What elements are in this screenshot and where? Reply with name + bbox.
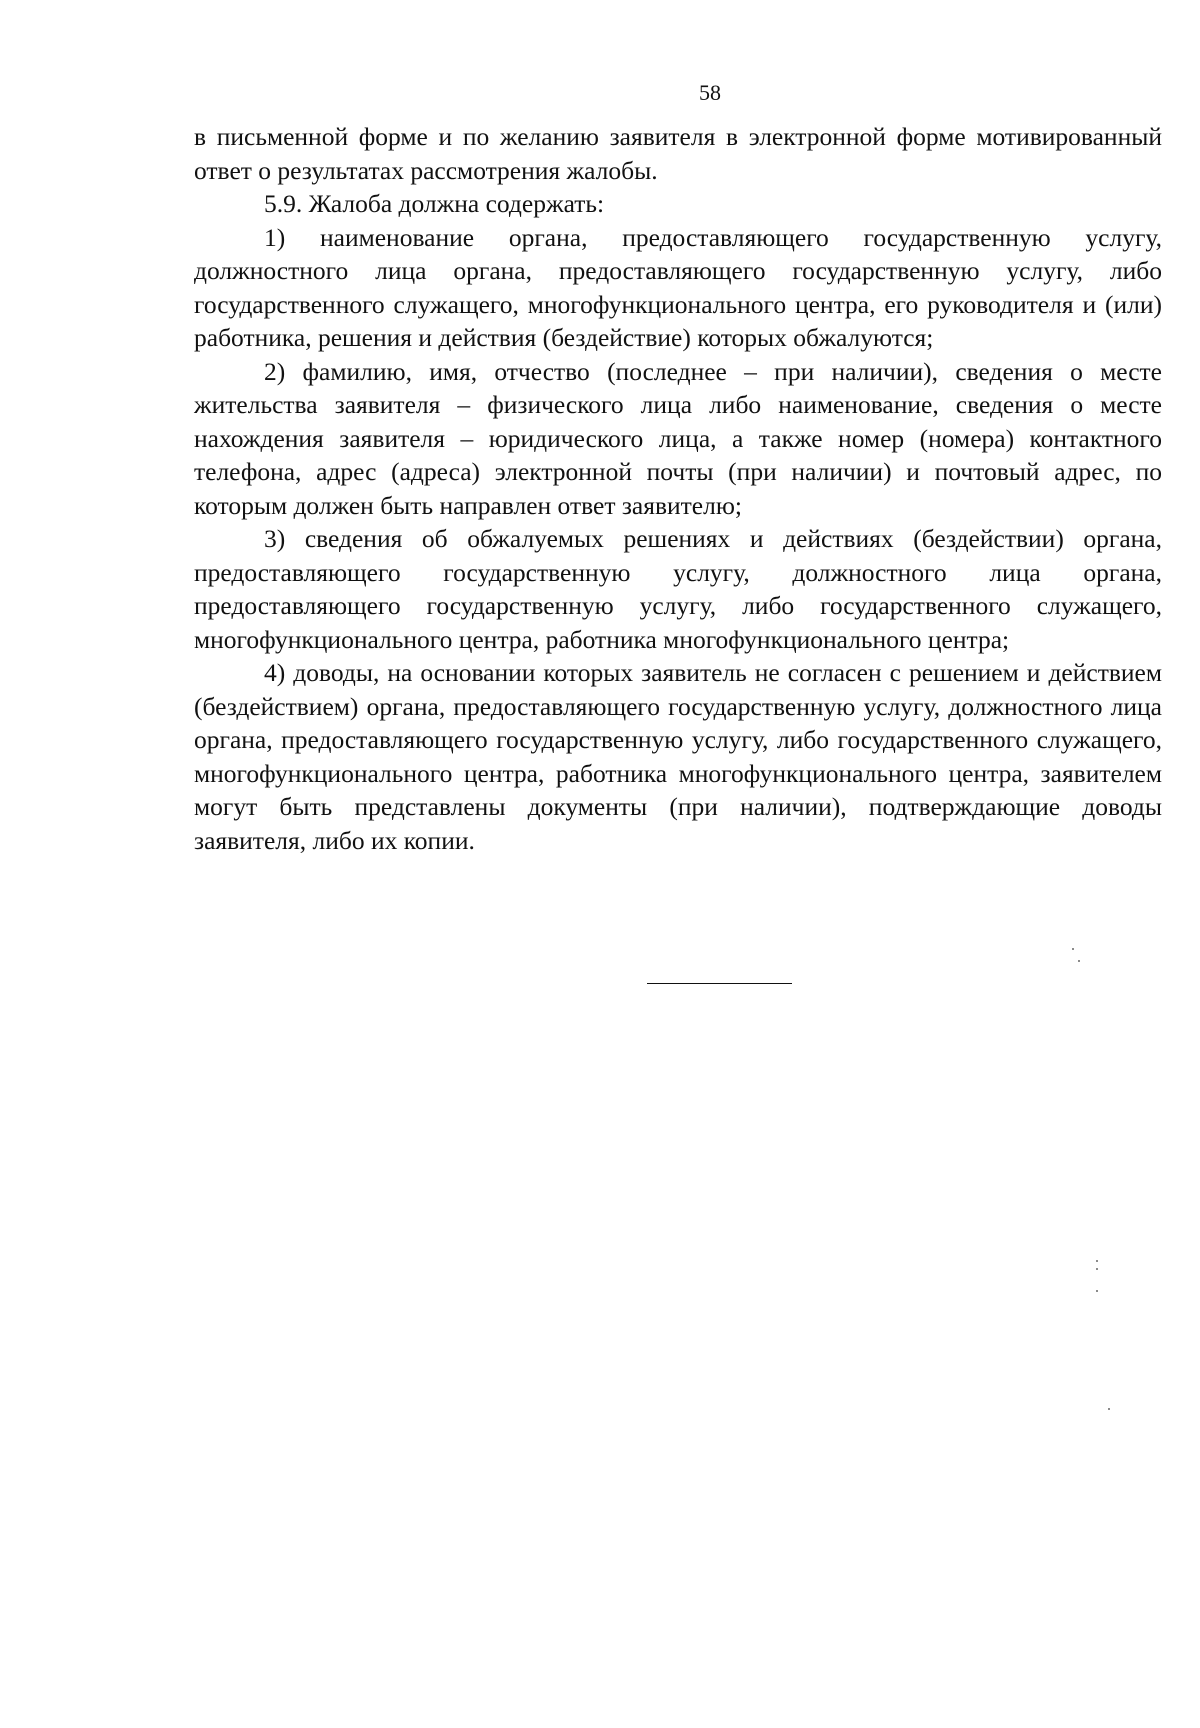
paragraph-item-3: 3) сведения об обжалуемых решениях и действиях (бездействии) органа, предоставляющего государственную услугу, должностного лица органа, предоставляющего государственную услугу, либо государственного служащего, многофункционального центра, работника многофункционального центра; (194, 524, 1162, 654)
scan-speck (1096, 1260, 1098, 1262)
scan-speck (1096, 1290, 1098, 1292)
document-body (194, 120, 1162, 857)
paragraph-item-2: 2) фамилию, имя, отчество (последнее – при наличии), сведения о месте жительства заявителя – физического лица либо наименование, сведения о месте нахождения заявителя – юридического лица, а также номер (номера) контактного телефона, адрес (адреса) электронной почты (при наличии) и почтовый адрес, по которым должен быть направлен ответ заявителю; (194, 356, 1162, 520)
closing-divider-line (647, 983, 792, 984)
scan-speck (1072, 948, 1074, 950)
page-number: 58 (699, 80, 721, 105)
scan-speck (1078, 960, 1080, 962)
paragraph-continuation: в письменной форме и по желанию заявителя в электронной форме мотивированный ответ о результатах рассмотрения жалобы. (194, 122, 1162, 185)
paragraph-clause-5-9: 5.9. Жалоба должна содержать: (264, 189, 605, 218)
paragraph-item-1: 1) наименование органа, предоставляющего государственную услугу, должностного лица органа, предоставляющего государственную услугу, либо государственного служащего, многофункционального центра, его руководителя и (или) работника, решения и действия (бездействие) которых обжалуются; (194, 222, 1162, 352)
scan-speck (1108, 1408, 1110, 1410)
scan-speck (1096, 1268, 1098, 1270)
paragraph-item-4: 4) доводы, на основании которых заявитель не согласен с решением и действием (бездействием) органа, предоставляющего государственную услугу, должностного лица органа, предоставляющего государственную услугу, либо государственного служащего, многофункционального центра, работника многофункционального центра, заявителем могут быть представлены документы (при наличии), подтверждающие доводы заявителя, либо их копии. (194, 658, 1162, 855)
